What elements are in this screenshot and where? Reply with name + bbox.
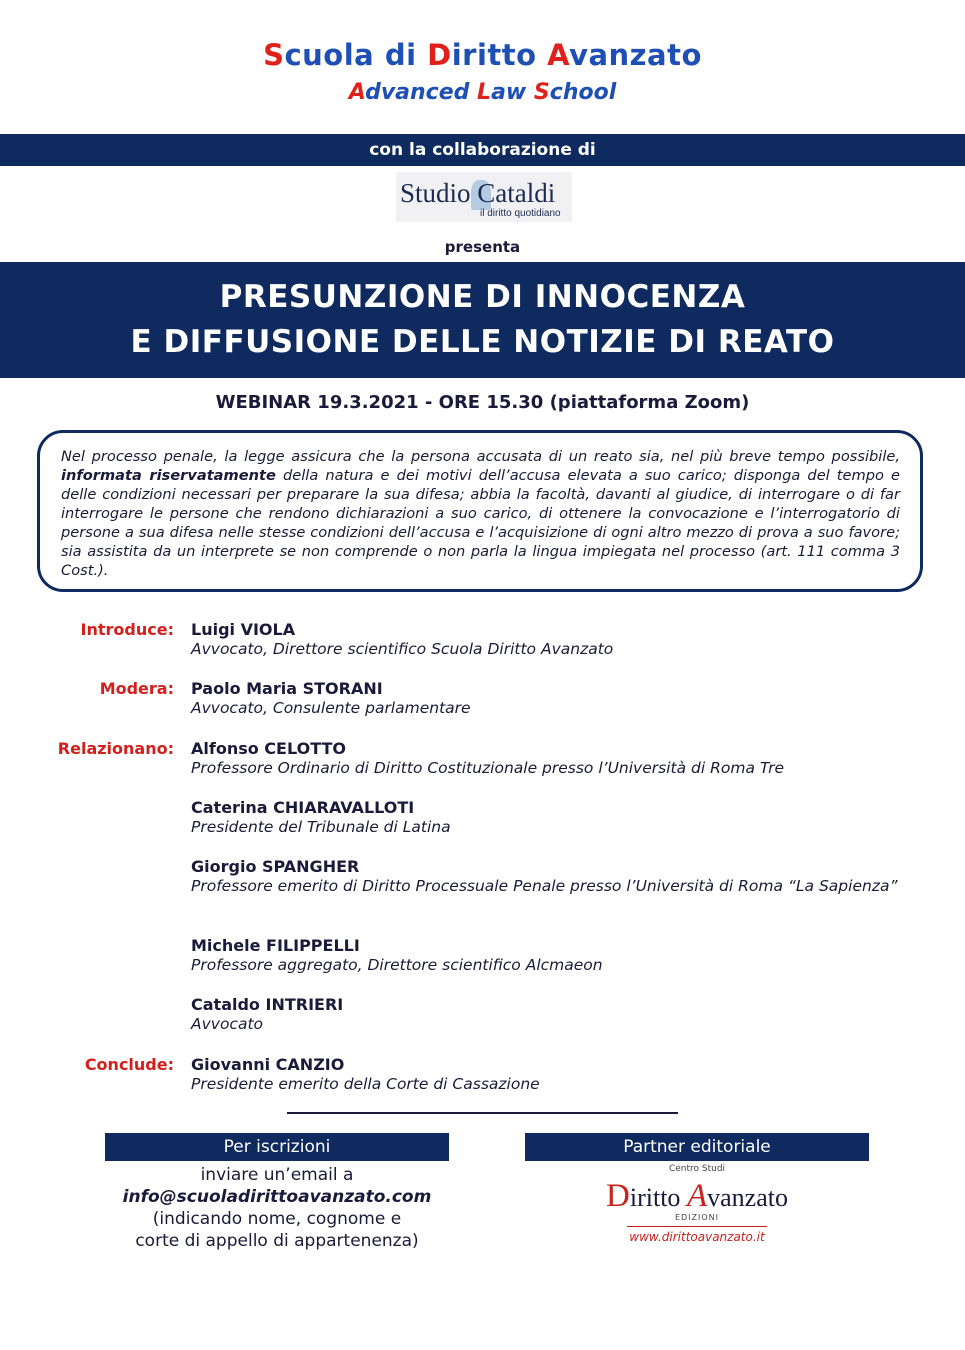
speaker-name: Michele FILIPPELLI bbox=[191, 936, 360, 955]
partner-rule bbox=[627, 1226, 767, 1227]
event-title-line-1: PRESUNZIONE DI INNOCENZA bbox=[219, 279, 746, 315]
edizioni-label: EDIZIONI bbox=[674, 1213, 720, 1222]
speaker-item bbox=[191, 995, 922, 1034]
studio-cataldi-tagline: il diritto quotidiano bbox=[480, 208, 561, 219]
event-title-line-2: E DIFFUSIONE DELLE NOTIZIE DI REATO bbox=[130, 324, 835, 360]
studio-cataldi-logo bbox=[396, 172, 572, 222]
speaker-description: Presidente emerito della Corte di Cassazione bbox=[191, 1075, 540, 1093]
speaker-description: Presidente del Tribunale di Latina bbox=[191, 818, 451, 836]
section-divider bbox=[287, 1112, 678, 1114]
speaker-item bbox=[191, 620, 922, 659]
school-name: Scuola di Diritto Avanzato bbox=[263, 38, 702, 72]
speaker-name: Giovanni CANZIO bbox=[191, 1055, 345, 1074]
partner-heading: Partner editoriale bbox=[525, 1133, 869, 1161]
speaker-item bbox=[191, 857, 922, 896]
role-modera: Modera: bbox=[99, 679, 174, 698]
collaboration-band: con la collaborazione di bbox=[0, 134, 965, 166]
speaker-description: Avvocato bbox=[191, 1015, 264, 1033]
role-introduce: Introduce: bbox=[80, 620, 174, 639]
speaker-description: Professore aggregato, Direttore scientifico Alcmaeon bbox=[191, 956, 603, 974]
abstract-emphasis: informata riservatamente bbox=[61, 467, 276, 484]
role-conclude: Conclude: bbox=[84, 1055, 174, 1074]
iscrizioni-info: inviare un’email a info@scuoladirittoavanzato.com (indicando nome, cognome e corte di appello di appartenenza) bbox=[105, 1164, 449, 1252]
iscrizioni-heading: Per iscrizioni bbox=[105, 1133, 449, 1161]
studio-cataldi-name: Studio Cataldi bbox=[400, 178, 556, 208]
speaker-name: Paolo Maria STORANI bbox=[191, 679, 383, 698]
speaker-description: Avvocato, Consulente parlamentare bbox=[191, 699, 471, 717]
partner-website-link[interactable]: www.dirittoavanzato.it bbox=[629, 1230, 765, 1244]
centro-studi-label: Centro Studi bbox=[668, 1164, 726, 1174]
diritto-avanzato-logo: Diritto Avanzato bbox=[606, 1178, 788, 1214]
speaker-item bbox=[191, 936, 922, 975]
presenta-label: presenta bbox=[444, 238, 521, 256]
webinar-info: WEBINAR 19.3.2021 - ORE 15.30 (piattaforma Zoom) bbox=[215, 392, 750, 413]
role-relazionano: Relazionano: bbox=[57, 739, 174, 758]
speaker-name: Alfonso CELOTTO bbox=[191, 739, 346, 758]
speaker-name: Cataldo INTRIERI bbox=[191, 995, 344, 1014]
speaker-item bbox=[191, 679, 922, 718]
speaker-item bbox=[191, 739, 922, 778]
speaker-name: Luigi VIOLA bbox=[191, 620, 296, 639]
speaker-item bbox=[191, 798, 922, 837]
event-title-band bbox=[0, 262, 965, 378]
speaker-description: Professore emerito di Diritto Processuale Penale presso l’Università di Roma “La Sapienza” bbox=[191, 877, 898, 895]
school-name-english: Advanced Law School bbox=[348, 80, 617, 105]
abstract-box: Nel processo penale, la legge assicura che la persona accusata di un reato sia, nel più breve tempo possibile, informata riservatamente della natura e dei motivi dell’accusa elevata a suo carico; disponga del tempo e delle condizioni necessari per preparare la sua difesa; abbia la facoltà, davanti al giudice, di interrogare o di far interrogare le persone che rendono dichiarazioni a suo carico, di ottenere la convocazione e l’interrogatorio di persone a sua difesa nelle stesse condizioni dell’accusa e l’acquisizione di ogni altro mezzo di prova a suo favore; sia assistita da un interprete se non comprende o non parla la lingua impiegata nel processo (art. 111 comma 3 Cost.). bbox=[37, 430, 923, 592]
speaker-description: Professore Ordinario di Diritto Costituzionale presso l’Università di Roma Tre bbox=[191, 759, 785, 777]
partner-logo bbox=[525, 1164, 869, 1244]
registration-email-link[interactable]: info@scuoladirittoavanzato.com bbox=[122, 1187, 432, 1207]
speaker-name: Caterina CHIARAVALLOTI bbox=[191, 798, 415, 817]
speaker-description: Avvocato, Direttore scientifico Scuola Diritto Avanzato bbox=[191, 640, 614, 658]
speaker-name: Giorgio SPANGHER bbox=[191, 857, 360, 876]
speaker-item bbox=[191, 1055, 922, 1094]
